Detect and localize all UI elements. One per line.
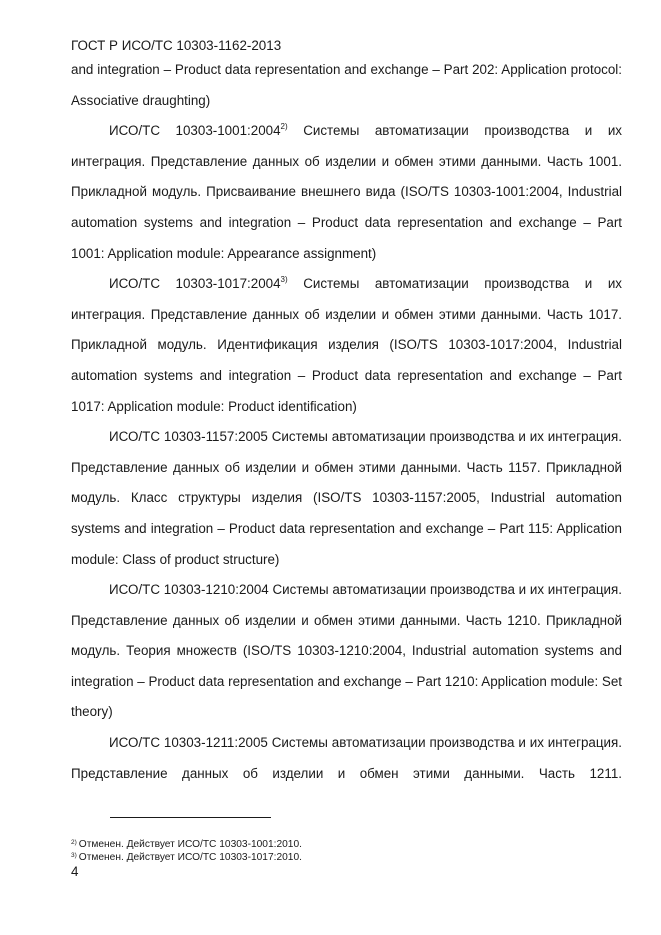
footnote-reference: 2) [280, 122, 288, 132]
standard-reference: ИСО/ТС 10303-1211:2005 [109, 735, 268, 751]
page-number: 4 [71, 864, 79, 879]
paragraph-text: Системы автоматизации производства и их интеграция. Представление данных об изделии и обмен этими данными. Часть 1001. Прикладной модуль. Присваивание внешнего вида (ISO/TS 10303-1001:2004, Industrial automation systems and integration – Product data representation and exchange – Part 1001: Application module: Appearance assignment) [71, 123, 622, 261]
paragraph-iso-1001 [71, 116, 622, 269]
standard-reference: ИСО/ТС 10303-1210:2004 [109, 582, 269, 598]
paragraph-iso-1017 [71, 269, 622, 422]
footnote-item [71, 851, 302, 864]
footnote-separator [110, 817, 271, 818]
footnote-mark: 3) [71, 852, 77, 859]
paragraph-text: Системы автоматизации производства и их интеграция. Представление данных об изделии и обмен этими данными. Часть 1157. Прикладной модуль. Класс структуры изделия (ISO/TS 10303-1157:2005, Industrial automation systems and integration – Product data representation and exchange – Part 115: Application module: Class of product structure) [71, 429, 622, 567]
paragraph-iso-1211 [71, 728, 622, 789]
footnote-mark: 2) [71, 839, 77, 846]
paragraph-iso-1157 [71, 422, 622, 575]
footnotes [71, 838, 302, 864]
footnote-reference: 3) [280, 275, 288, 285]
standard-reference: ИСО/ТС 10303-1157:2005 [109, 429, 268, 445]
document-header: ГОСТ Р ИСО/ТС 10303-1162-2013 [71, 38, 282, 53]
paragraph-iso-1210 [71, 575, 622, 728]
footnote-text: Отменен. Действует ИСО/ТС 10303-1001:2010. [78, 839, 302, 850]
paragraph-text: Системы автоматизации производства и их интеграция. Представление данных об изделии и обмен этими данными. Часть 1017. Прикладной модуль. Идентификация изделия (ISO/TS 10303-1017:2004, Industrial automation systems and integration – Product data representation and exchange – Part 1017: Application module: Product identification) [71, 276, 622, 414]
document-body [71, 55, 622, 789]
paragraph-text: Системы автоматизации производства и их интеграция. Представление данных об изделии и обмен этими данными. Часть 1211. [71, 735, 622, 781]
standard-reference: ИСО/ТС 10303-1001:2004 [109, 123, 281, 139]
paragraph-text: Системы автоматизации производства и их интеграция. Представление данных об изделии и обмен этими данными. Часть 1210. Прикладной модуль. Теория множеств (ISO/TS 10303-1210:2004, Industrial automation systems and integration – Product data representation and exchange – Part 1210: Application module: Set theory) [71, 582, 622, 720]
standard-reference: ИСО/ТС 10303-1017:2004 [109, 276, 281, 292]
footnote-item [71, 838, 302, 851]
footnote-text: Отменен. Действует ИСО/ТС 10303-1017:2010. [78, 852, 302, 863]
paragraph-continuation: and integration – Product data representation and exchange – Part 202: Application protocol: Associative draughting) [71, 62, 622, 108]
